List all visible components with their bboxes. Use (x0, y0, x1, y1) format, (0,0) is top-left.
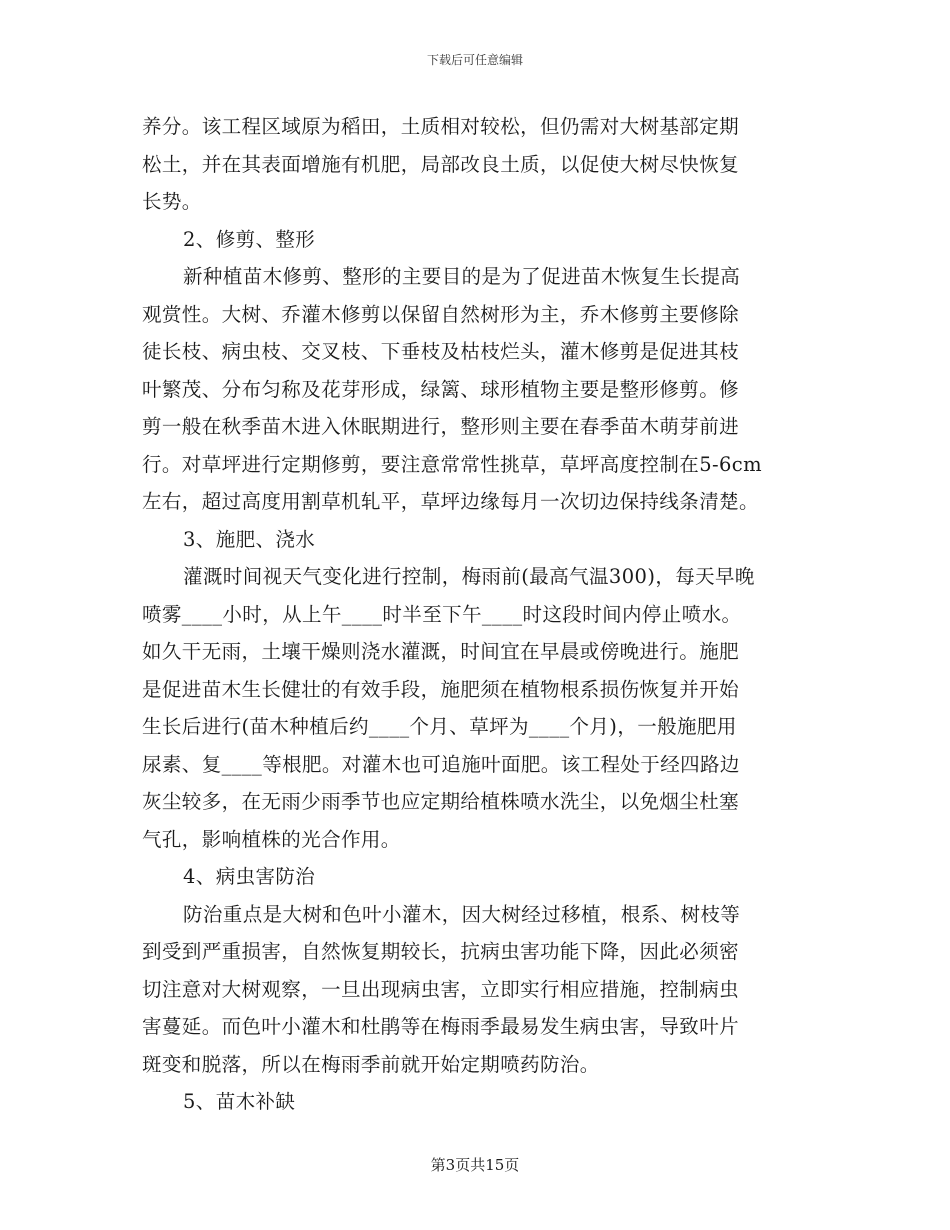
text-line: 灰尘较多，在无雨少雨季节也应定期给植株喷水洗尘，以免烟尘杜塞 (142, 790, 740, 813)
text-line: 叶繁茂、分布匀称及花芽形成，绿篱、球形植物主要是整形修剪。修 (142, 377, 740, 401)
text-line: 害蔓延。而色叶小灌木和杜鹃等在梅雨季最易发生病虫害，导致叶片 (142, 1015, 740, 1038)
text-line: 养分。该工程区域原为稻田，土质相对较松，但仍需对大树基部定期 (142, 115, 740, 138)
page-number: 第3页共15页 (430, 1156, 520, 1174)
text-line: 斑变和脱落，所以在梅雨季前就开始定期喷药防治。 (142, 1052, 600, 1076)
text-line: 徒长枝、病虫枝、交叉枝、下垂枝及枯枝烂头，灌木修剪是促进其枝 (142, 340, 740, 363)
text-line: 观赏性。大树、乔灌木修剪以保留自然树形为主，乔木修剪主要修除 (142, 302, 740, 326)
text-line: 尿素、复____等根肥。对灌木也可追施叶面肥。该工程处于经四路边 (142, 752, 740, 776)
text-line: 生长后进行(苗木种植后约____个月、草坪为____个月)，一般施肥用 (142, 715, 737, 738)
section-heading: 4、病虫害防治 (183, 865, 316, 888)
text-line: 防治重点是大树和色叶小灌木，因大树经过移植，根系、树枝等 (183, 902, 741, 926)
text-line: 喷雾____小时，从上午____时半至下午____时这段时间内停止喷水。 (142, 602, 742, 626)
text-line: 如久干无雨，土壤干燥则浇水灌溉，时间宜在早晨或傍晚进行。施肥 (142, 640, 740, 663)
text-line: 行。对草坪进行定期修剪，要注意常常性挑草，草坪高度控制在5-6cm (142, 452, 763, 476)
section-heading: 3、施肥、浇水 (183, 527, 316, 551)
text-line: 剪一般在秋季苗木进入休眠期进行，整形则主要在春季苗木萌芽前进 (142, 415, 740, 438)
text-line: 气孔，影响植株的光合作用。 (142, 827, 401, 851)
page-header: 下载后可任意编辑 (426, 53, 523, 67)
text-line: 灌溉时间视天气变化进行控制，梅雨前(最高气温300)，每天早晚 (183, 565, 755, 588)
document-body (142, 108, 806, 1121)
text-line: 新种植苗木修剪、整形的主要目的是为了促进苗木恢复生长提高 (183, 265, 741, 288)
text-line: 是促进苗木生长健壮的有效手段，施肥须在植物根系损伤恢复并开始 (142, 677, 740, 701)
text-line: 切注意对大树观察，一旦出现病虫害，立即实行相应措施，控制病虫 (142, 977, 740, 1001)
section-heading: 5、苗木补缺 (183, 1090, 296, 1113)
text-line: 长势。 (142, 190, 202, 213)
section-heading: 2、修剪、整形 (183, 227, 316, 251)
text-line: 松土，并在其表面增施有机肥，局部改良土质，以促使大树尽快恢复 (142, 152, 740, 176)
text-line: 左右，超过高度用割草机轧平，草坪边缘每月一次切边保持线条清楚。 (142, 490, 759, 513)
text-line: 到受到严重损害，自然恢复期较长，抗病虫害功能下降，因此必须密 (142, 940, 740, 963)
